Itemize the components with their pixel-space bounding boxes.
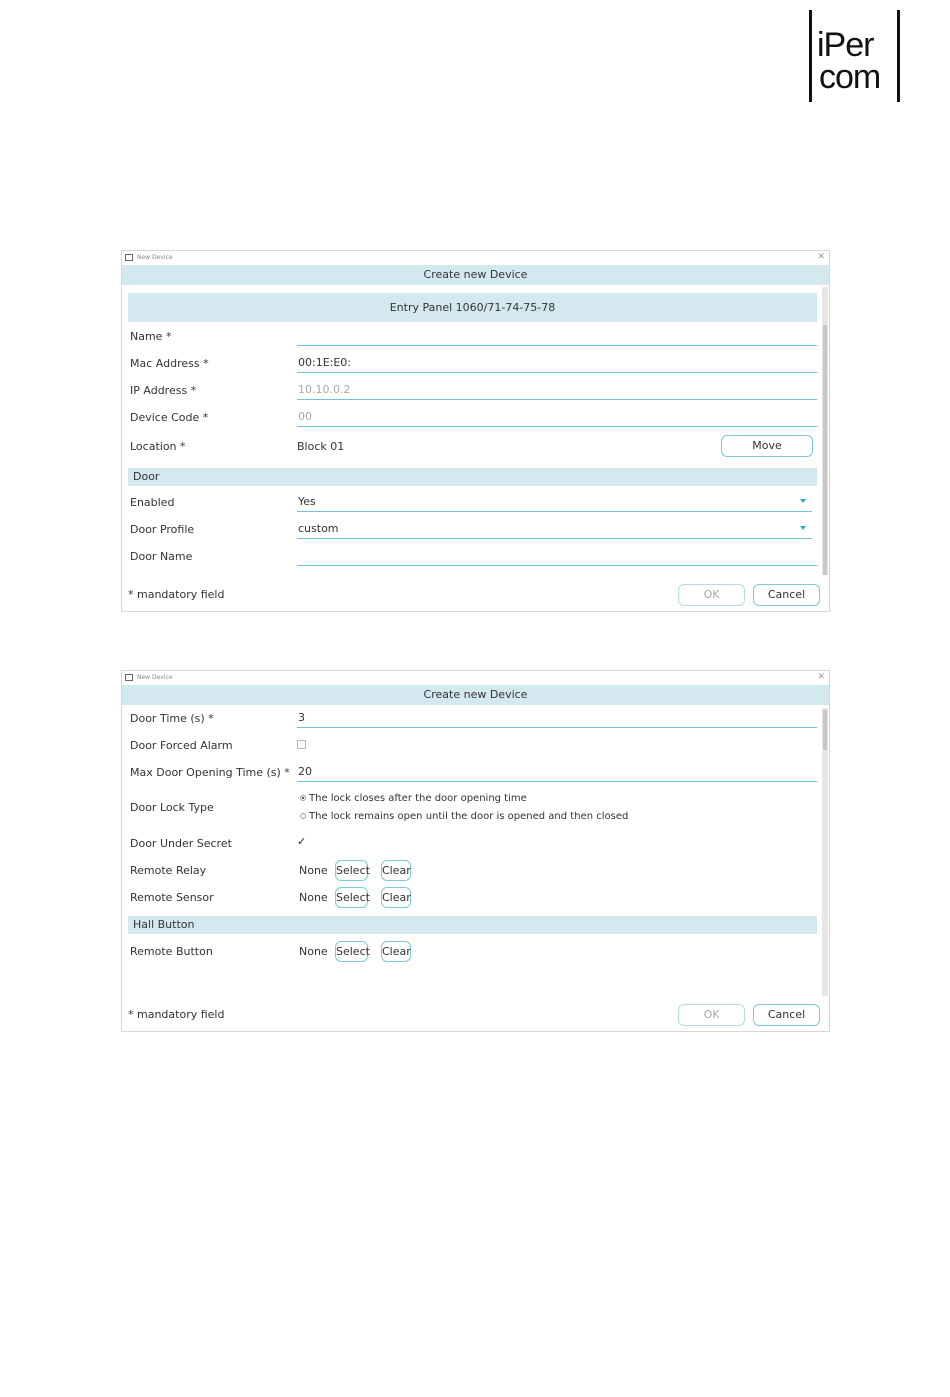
- enabled-select[interactable]: [297, 493, 812, 512]
- dialog-header: Create new Device: [122, 265, 829, 285]
- mac-row: [122, 352, 817, 376]
- device-code-label: Device Code *: [130, 411, 209, 424]
- location-value: Block 01: [297, 440, 345, 453]
- scrollbar-thumb[interactable]: [823, 325, 827, 575]
- close-icon[interactable]: ✕: [817, 252, 825, 262]
- enabled-label: Enabled: [130, 496, 175, 509]
- remote-button-row: [122, 940, 817, 964]
- dialog-content: [122, 285, 829, 575]
- door-under-secret-label: Door Under Secret: [130, 837, 232, 850]
- move-button[interactable]: Move: [721, 435, 813, 457]
- lock-type-option-1-label: The lock closes after the door opening time: [309, 793, 527, 804]
- remote-relay-clear-button[interactable]: Clear: [381, 860, 411, 881]
- max-door-opening-row: [122, 761, 817, 785]
- door-lock-type-label: Door Lock Type: [130, 801, 214, 814]
- remote-button-clear-button[interactable]: Clear: [381, 941, 411, 962]
- new-device-dialog-1: [121, 250, 830, 612]
- radio-unselected-icon: [300, 813, 306, 819]
- location-label: Location *: [130, 440, 186, 453]
- logo-text-bottom: com: [819, 58, 881, 96]
- remote-sensor-label: Remote Sensor: [130, 891, 214, 904]
- window-titlebar: [122, 251, 829, 265]
- device-code-row: [122, 406, 817, 430]
- door-lock-type-row: [122, 793, 817, 836]
- ip-row: [122, 379, 817, 403]
- logo-text-top: iPer: [817, 26, 874, 64]
- remote-button-label: Remote Button: [130, 945, 213, 958]
- door-time-label: Door Time (s) *: [130, 712, 214, 725]
- mandatory-note: * mandatory field: [128, 588, 225, 601]
- device-code-input[interactable]: 00: [297, 408, 817, 427]
- close-icon[interactable]: ✕: [817, 672, 825, 682]
- door-forced-alarm-row: [122, 734, 817, 758]
- door-profile-select-value: custom: [298, 522, 339, 535]
- mac-input[interactable]: 00:1E:E0:: [297, 354, 817, 373]
- mac-label: Mac Address *: [130, 357, 209, 370]
- window-title: New Device: [137, 254, 173, 261]
- door-profile-select[interactable]: [297, 520, 812, 539]
- window-titlebar: [122, 671, 829, 685]
- door-forced-alarm-checkbox[interactable]: [297, 740, 306, 749]
- door-name-label: Door Name: [130, 550, 193, 563]
- dialog-header: Create new Device: [122, 685, 829, 705]
- radio-selected-icon: [300, 795, 306, 801]
- chevron-down-icon: [800, 526, 806, 530]
- door-time-input[interactable]: 3: [297, 709, 817, 728]
- ip-label: IP Address *: [130, 384, 197, 397]
- app-icon: [125, 254, 133, 261]
- door-section-header: Door: [128, 468, 817, 486]
- door-under-secret-row: [122, 832, 817, 856]
- door-profile-label: Door Profile: [130, 523, 195, 536]
- remote-button-value: None: [299, 945, 328, 958]
- name-input[interactable]: [297, 327, 817, 346]
- scrollbar[interactable]: [822, 708, 828, 996]
- lock-type-option-1[interactable]: [300, 793, 527, 804]
- window-title: New Device: [137, 674, 173, 681]
- door-profile-row: [122, 518, 817, 542]
- new-device-dialog-2: [121, 670, 830, 1032]
- hall-button-section-header: Hall Button: [128, 916, 817, 934]
- name-row: [122, 325, 817, 349]
- scrollbar-thumb[interactable]: [823, 710, 827, 750]
- remote-sensor-row: [122, 886, 817, 910]
- max-door-opening-input[interactable]: 20: [297, 763, 817, 782]
- device-model-header: Entry Panel 1060/71-74-75-78: [128, 293, 817, 322]
- remote-sensor-select-button[interactable]: Select: [335, 887, 368, 908]
- door-time-row: [122, 707, 817, 731]
- mandatory-note: * mandatory field: [128, 1008, 225, 1021]
- remote-sensor-clear-button[interactable]: Clear: [381, 887, 411, 908]
- remote-sensor-value: None: [299, 891, 328, 904]
- lock-type-option-2[interactable]: [300, 811, 628, 822]
- dialog-content: [122, 706, 829, 996]
- ok-button[interactable]: OK: [678, 1004, 745, 1026]
- lock-type-option-2-label: The lock remains open until the door is opened and then closed: [309, 811, 629, 822]
- remote-relay-row: [122, 859, 817, 883]
- cancel-button[interactable]: Cancel: [753, 1004, 820, 1026]
- door-name-input[interactable]: [297, 547, 817, 566]
- door-under-secret-checkbox[interactable]: ✓: [297, 835, 307, 848]
- location-row: [122, 435, 817, 459]
- enabled-row: [122, 491, 817, 515]
- remote-button-select-button[interactable]: Select: [335, 941, 368, 962]
- cancel-button[interactable]: Cancel: [753, 584, 820, 606]
- ipercom-logo: [809, 10, 901, 104]
- scrollbar[interactable]: [822, 287, 828, 575]
- chevron-down-icon: [800, 499, 806, 503]
- ok-button[interactable]: OK: [678, 584, 745, 606]
- logo-bar-right: [897, 10, 900, 102]
- remote-relay-value: None: [299, 864, 328, 877]
- logo-bar-left: [809, 10, 812, 102]
- ip-input[interactable]: 10.10.0.2: [297, 381, 817, 400]
- door-name-row: [122, 545, 817, 569]
- app-icon: [125, 674, 133, 681]
- door-forced-alarm-label: Door Forced Alarm: [130, 739, 233, 752]
- remote-relay-select-button[interactable]: Select: [335, 860, 368, 881]
- remote-relay-label: Remote Relay: [130, 864, 207, 877]
- enabled-select-value: Yes: [298, 495, 316, 508]
- name-label: Name *: [130, 330, 172, 343]
- max-door-opening-label: Max Door Opening Time (s) *: [130, 766, 290, 779]
